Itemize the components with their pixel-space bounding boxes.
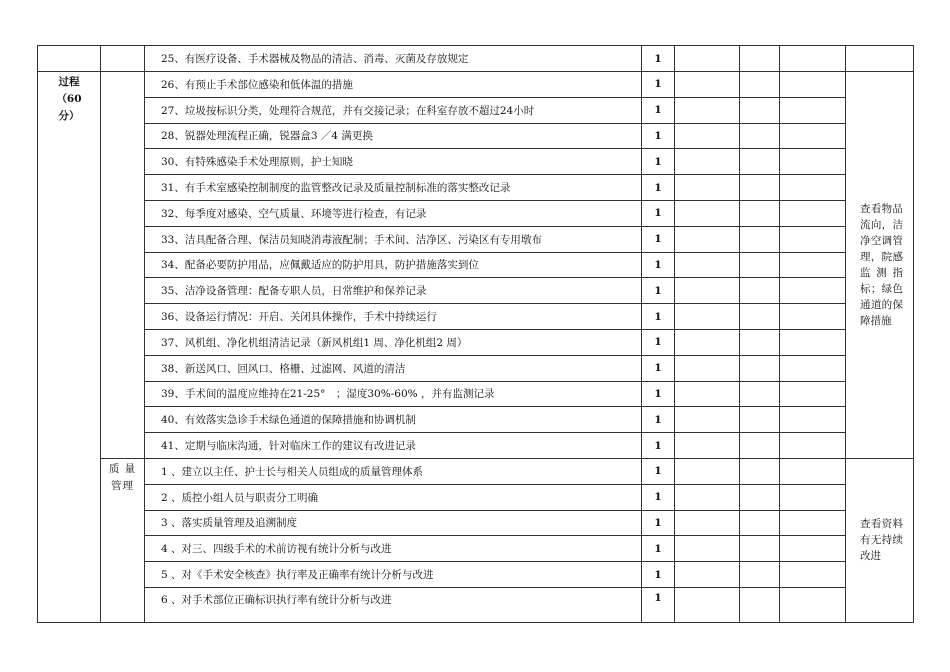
criterion-score: 1 <box>642 484 675 510</box>
score-cell-empty <box>740 175 780 201</box>
score-cell-empty <box>675 304 740 330</box>
score-cell-empty <box>675 536 740 562</box>
criterion-text: 25、有医疗设备、手术器械及物品的清洁、消毒、灭菌及存放规定 <box>145 46 642 72</box>
score-cell-empty <box>675 72 740 98</box>
score-cell-empty <box>780 329 846 355</box>
score-cell-empty <box>740 304 780 330</box>
criterion-text: 6 、对手术部位正确标识执行率有统计分析与改进 <box>145 587 642 622</box>
criterion-text: 32、每季度对感染、空气质量、环境等进行检查，有记录 <box>145 200 642 226</box>
table-row <box>38 587 914 622</box>
criterion-score: 1 <box>642 381 675 407</box>
score-cell-empty <box>780 97 846 123</box>
table-row <box>38 433 914 459</box>
criterion-text: 26、有预止手术部位感染和低体温的措施 <box>145 72 642 98</box>
score-cell-empty <box>740 510 780 536</box>
score-cell-empty <box>780 46 846 72</box>
criterion-score: 1 <box>642 329 675 355</box>
criterion-text: 39、手术间的温度应维持在21-25° ；湿度30%-60% ，并有监测记录 <box>145 381 642 407</box>
score-cell-empty <box>780 587 846 622</box>
table-row <box>38 329 914 355</box>
criterion-score: 1 <box>642 226 675 252</box>
table-row <box>38 510 914 536</box>
score-cell-empty <box>740 200 780 226</box>
score-cell-empty <box>780 355 846 381</box>
section-label <box>38 72 101 623</box>
score-cell-empty <box>675 252 740 278</box>
section-label-unit: 分） <box>58 110 80 122</box>
criterion-text: 2 、质控小组人员与职责分工明确 <box>145 484 642 510</box>
note-quality: 查看资料有无持续改进 <box>846 458 914 622</box>
score-cell-empty <box>675 510 740 536</box>
criterion-text: 4 、对三、四级手术的术前访视有统计分析与改进 <box>145 536 642 562</box>
criterion-score: 1 <box>642 278 675 304</box>
score-cell-empty <box>740 123 780 149</box>
criterion-text: 36、设备运行情况：开启、关闭具体操作，手术中持续运行 <box>145 304 642 330</box>
score-cell-empty <box>675 433 740 459</box>
evaluation-table <box>37 45 914 623</box>
criterion-text: 40、有效落实急诊手术绿色通道的保障措施和协调机制 <box>145 407 642 433</box>
criterion-text: 1 、建立以主任、护士长与相关人员组成的质量管理体系 <box>145 458 642 484</box>
score-cell-empty <box>780 304 846 330</box>
score-cell-empty <box>780 381 846 407</box>
criterion-score: 1 <box>642 123 675 149</box>
score-cell-empty <box>740 433 780 459</box>
subsection-cell-empty <box>101 72 145 459</box>
criterion-score: 1 <box>642 72 675 98</box>
subsection-label-line2: 管理 <box>111 479 134 492</box>
table-body <box>38 46 914 623</box>
score-cell-empty <box>780 123 846 149</box>
score-cell-empty <box>780 175 846 201</box>
criterion-text: 38、新送风口、回风口、格栅、过滤网、风道的清洁 <box>145 355 642 381</box>
criterion-text: 33、洁具配备合理、保洁员知晓消毒液配制；手术间、洁净区、污染区有专用墩布 <box>145 226 642 252</box>
score-cell-empty <box>780 252 846 278</box>
criterion-score: 1 <box>642 97 675 123</box>
score-cell-empty <box>740 381 780 407</box>
note-cell-empty <box>846 46 914 72</box>
score-cell-empty <box>780 149 846 175</box>
criterion-text: 27、垃圾按标识分类，处理符合规范，并有交接记录；在科室存放不超过24小时 <box>145 97 642 123</box>
criterion-text: 34、配备必要防护用品，应佩戴适应的防护用具，防护措施落实到位 <box>145 252 642 278</box>
criterion-score: 1 <box>642 562 675 588</box>
score-cell-empty <box>740 72 780 98</box>
score-cell-empty <box>675 226 740 252</box>
score-cell-empty <box>675 278 740 304</box>
table-row <box>38 46 914 72</box>
score-cell-empty <box>675 587 740 622</box>
criterion-text: 28、锐器处理流程正确，锐器盒3 ／4 满更换 <box>145 123 642 149</box>
score-cell-empty <box>675 484 740 510</box>
table-row <box>38 252 914 278</box>
table-row <box>38 484 914 510</box>
score-cell-empty <box>740 329 780 355</box>
score-cell-empty <box>740 252 780 278</box>
criterion-score: 1 <box>642 458 675 484</box>
score-cell-empty <box>740 149 780 175</box>
criterion-text: 37、风机组、净化机组清洁记录（新风机组1 周、净化机组2 周） <box>145 329 642 355</box>
score-cell-empty <box>675 407 740 433</box>
section-label-score: （60 <box>56 93 82 105</box>
criterion-score: 1 <box>642 200 675 226</box>
score-cell-empty <box>780 510 846 536</box>
score-cell-empty <box>675 149 740 175</box>
criterion-text: 41、定期与临床沟通，针对临床工作的建议有改进记录 <box>145 433 642 459</box>
table-row <box>38 175 914 201</box>
score-cell-empty <box>780 200 846 226</box>
criterion-score: 1 <box>642 175 675 201</box>
criterion-text: 35、洁净设备管理：配备专职人员，日常维护和保养记录 <box>145 278 642 304</box>
score-cell-empty <box>780 407 846 433</box>
score-cell-empty <box>740 458 780 484</box>
criterion-score: 1 <box>642 587 675 622</box>
section-cell-empty <box>38 46 101 72</box>
score-cell-empty <box>780 278 846 304</box>
table-row <box>38 97 914 123</box>
score-cell-empty <box>740 587 780 622</box>
table-row <box>38 407 914 433</box>
score-cell-empty <box>675 200 740 226</box>
criterion-text: 5 、对《手术安全核查》执行率及正确率有统计分析与改进 <box>145 562 642 588</box>
score-cell-empty <box>675 329 740 355</box>
criterion-score: 1 <box>642 46 675 72</box>
score-cell-empty <box>780 562 846 588</box>
criterion-text: 30、有特殊感染手术处理原则，护士知晓 <box>145 149 642 175</box>
score-cell-empty <box>780 484 846 510</box>
criterion-score: 1 <box>642 355 675 381</box>
table-row <box>38 72 914 98</box>
table-row <box>38 458 914 484</box>
table-row <box>38 278 914 304</box>
score-cell-empty <box>675 97 740 123</box>
score-cell-empty <box>780 72 846 98</box>
score-cell-empty <box>675 123 740 149</box>
score-cell-empty <box>740 97 780 123</box>
score-cell-empty <box>780 458 846 484</box>
note-process: 查看物品流向，洁净空调管理，院感监 测 指标；绿色通道的保障措施 <box>846 72 914 459</box>
score-cell-empty <box>675 562 740 588</box>
table-row <box>38 562 914 588</box>
criterion-score: 1 <box>642 252 675 278</box>
criterion-score: 1 <box>642 407 675 433</box>
score-cell-empty <box>780 226 846 252</box>
table-row <box>38 149 914 175</box>
score-cell-empty <box>740 278 780 304</box>
criterion-text: 3 、落实质量管理及追溯制度 <box>145 510 642 536</box>
score-cell-empty <box>740 355 780 381</box>
criterion-score: 1 <box>642 510 675 536</box>
score-cell-empty <box>740 226 780 252</box>
score-cell-empty <box>740 407 780 433</box>
subsection-cell-empty <box>101 46 145 72</box>
score-cell-empty <box>780 536 846 562</box>
score-cell-empty <box>675 46 740 72</box>
table-row <box>38 200 914 226</box>
table-row <box>38 381 914 407</box>
table-row <box>38 536 914 562</box>
table-row <box>38 226 914 252</box>
score-cell-empty <box>740 562 780 588</box>
table-row <box>38 304 914 330</box>
criterion-score: 1 <box>642 304 675 330</box>
score-cell-empty <box>740 46 780 72</box>
criterion-text: 31、有手术室感染控制制度的监管整改记录及质量控制标准的落实整改记录 <box>145 175 642 201</box>
section-label-name: 过程 <box>58 76 80 88</box>
subsection-label <box>101 458 145 622</box>
table-row <box>38 355 914 381</box>
score-cell-empty <box>740 536 780 562</box>
score-cell-empty <box>675 458 740 484</box>
criterion-score: 1 <box>642 149 675 175</box>
subsection-label-line1: 质 量 <box>108 462 137 475</box>
score-cell-empty <box>675 175 740 201</box>
score-cell-empty <box>740 484 780 510</box>
score-cell-empty <box>675 355 740 381</box>
criterion-score: 1 <box>642 433 675 459</box>
score-cell-empty <box>675 381 740 407</box>
score-cell-empty <box>780 433 846 459</box>
table-row <box>38 123 914 149</box>
criterion-score: 1 <box>642 536 675 562</box>
